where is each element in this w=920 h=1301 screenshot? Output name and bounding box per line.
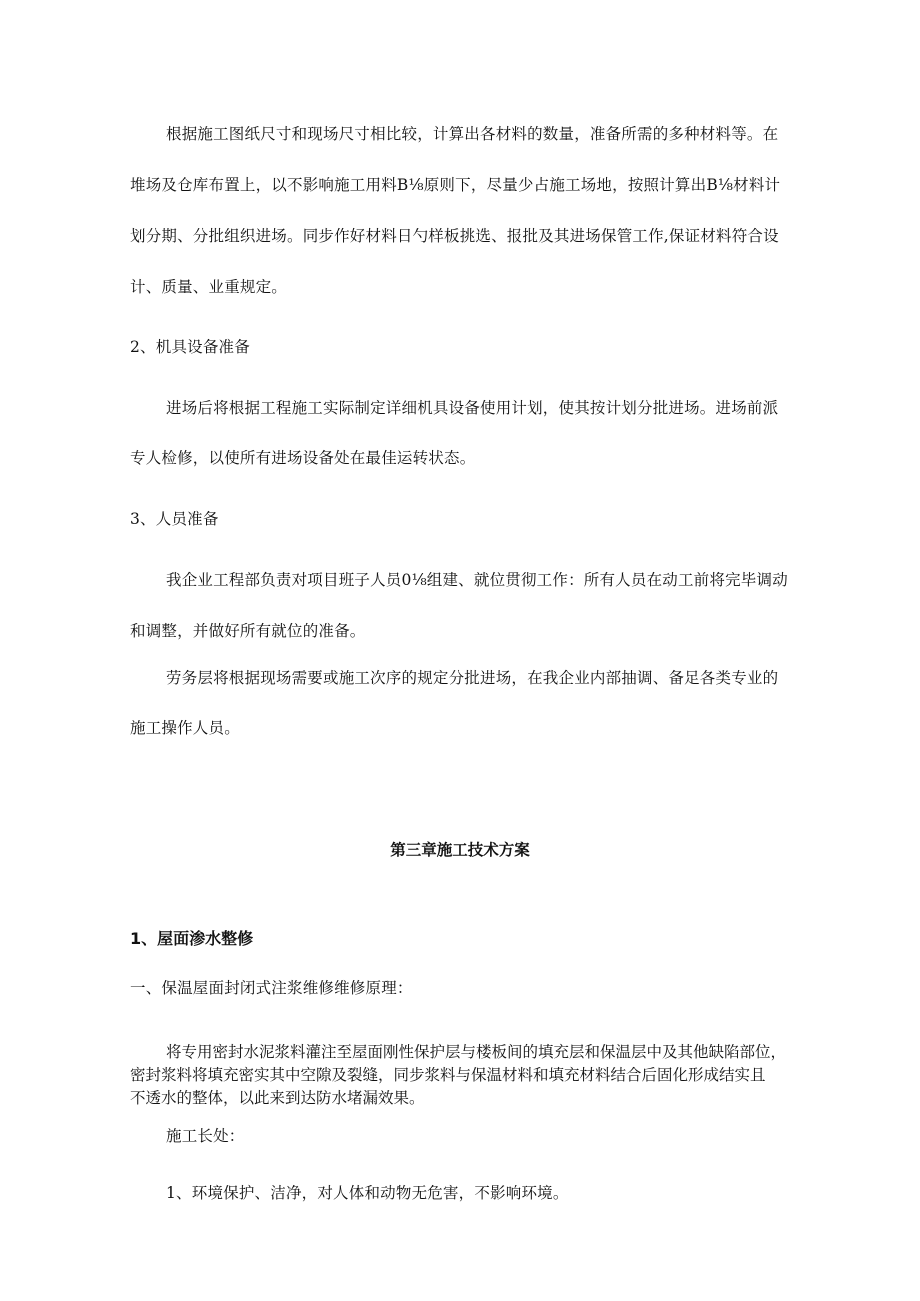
para5-line3: 不透水的整体，以此来到达防水堵漏效果。 [130, 1089, 425, 1107]
para3-line1: 我企业工程部负责对项目班子人员0⅛组建、就位贯彻工作：所有人员在动工前将完毕调动 [166, 571, 788, 589]
para4-line2: 施工操作人员。 [130, 719, 240, 737]
section-roof-title: 1、屋面渗水整修 [130, 929, 254, 948]
advantage-item-1: 1、环境保护、洁净，对人体和动物无危害，不影响环境。 [166, 1184, 569, 1202]
para5-line1: 将专用密封水泥浆料灌注至屋面刚性保护层与楼板间的填充层和保温层中及其他缺陷部位， [166, 1043, 787, 1061]
para1-line3: 划分期、分批组织进场。同步作好材料日勺样板挑选、报批及其进场保管工作,保证材料符合设 [130, 227, 779, 245]
para1-line2: 堆场及仓库布置上，以不影响施工用料B⅛原则下，尽量少占施工场地，按照计算出B⅛材料计 [130, 176, 781, 194]
para4-line1: 劳务层将根据现场需要或施工次序的规定分批进场，在我企业内部抽调、备足各类专业的 [166, 669, 779, 687]
para1-line1: 根据施工图纸尺寸和现场尺寸相比较，计算出各材料的数量，准备所需的多种材料等。在 [166, 125, 779, 143]
para5-line2: 密封浆料将填充密实其中空隙及裂缝，同步浆料与保温材料和填充材料结合后固化形成结实且 [130, 1066, 766, 1084]
para2-line1: 进场后将根据工程施工实际制定详细机具设备使用计划，使其按计划分批进场。进场前派 [166, 399, 779, 417]
para3-line2: 和调整，并做好所有就位的准备。 [130, 622, 366, 640]
section2-title: 2、机具设备准备 [130, 338, 250, 356]
advantages-title: 施工长处： [166, 1127, 245, 1145]
chapter-title: 第三章施工技术方案 [390, 841, 530, 859]
para2-line2: 专人检修，以使所有进场设备处在最佳运转状态。 [130, 449, 476, 467]
subsection-title: 一、保温屋面封闭式注浆维修维修原理： [130, 979, 413, 997]
para1-line4: 计、质量、业重规定。 [130, 278, 288, 296]
section3-title: 3、人员准备 [130, 510, 219, 528]
